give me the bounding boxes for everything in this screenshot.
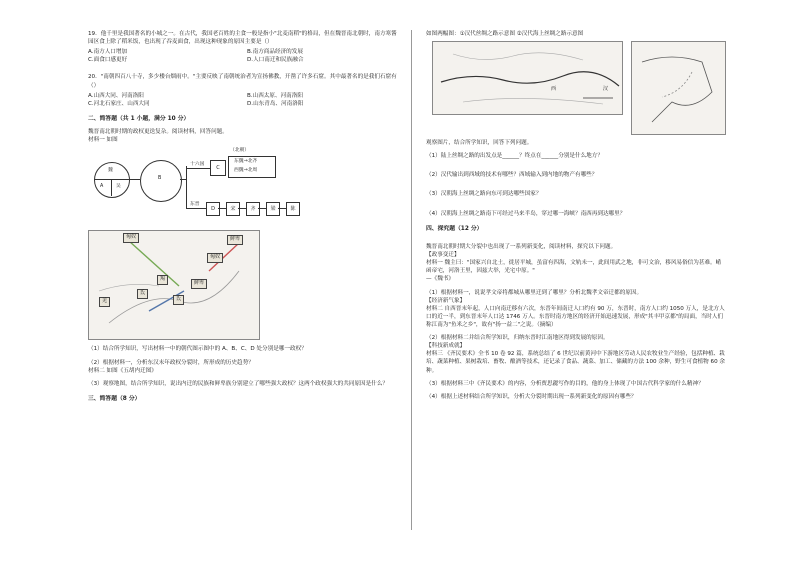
option: B.南方商品经济的发展	[247, 49, 303, 56]
question-20-options	[88, 92, 400, 108]
question-3-2: （2）汉代输出到西域的技术有哪些？西域输入到内地的物产有哪些？	[426, 172, 598, 179]
b-label: B	[158, 176, 162, 182]
qi-box: 齐	[246, 202, 260, 216]
north-dynasties-label: （北朝）	[230, 148, 250, 154]
map-label: 羌	[99, 297, 110, 306]
liang-box: 梁	[266, 202, 280, 216]
option: A.山西大同、河南洛阳	[88, 92, 144, 99]
option: D.山东青岛、河南洛阳	[247, 100, 304, 107]
question-4-4: （4）根据上述材料结合所学知识，分析大分裂时期出现一系列新变化的原因有哪些？	[426, 393, 637, 400]
left-column	[88, 30, 400, 408]
question-20: 20．"南朝四百八十寺，多少楼台烟雨中。"主要反映了南朝统治者为宣扬佛教，开凿了许多石窟。其中最著名的是我们石窟有（）	[88, 74, 397, 89]
silk-road-route	[433, 42, 623, 114]
option: C.面食口感更好	[88, 57, 128, 64]
map-label: 氐	[137, 289, 148, 298]
right-column	[426, 30, 726, 401]
dongjin-label: 东晋	[190, 202, 200, 208]
option: D.人口南迁和民族融合	[247, 57, 304, 64]
chen-box: 陈	[286, 202, 300, 216]
sea-silk-road-map	[631, 41, 726, 135]
han-label: 汉	[603, 86, 609, 93]
option: A.南方人口增加	[88, 49, 128, 56]
section-4-title: 四、探究题（12 分）	[426, 225, 483, 232]
question-2-3: （3）观察地图，结合所学知识，说出内迁的民族和鲜卑族分别建立了哪些强大政权？这两个政权强大的共同原因是什么？	[88, 380, 389, 387]
section-4-intro: 魏晋南北朝时期大分裂中也出现了一系列新变化，阅读材料，探究以下问题。	[426, 244, 617, 251]
dynasty-diagram	[92, 148, 332, 226]
tag-economy: 【经济新气象】	[426, 297, 466, 304]
section-2-title: 二、简答题（共 1 小题，满分 10 分）	[88, 115, 190, 122]
material-2: 材料二 自西晋末年起，人口向南迁移有六次，东晋年间南迁人口约有 90 万，东晋时，南方人口约 1050 万人，是北方人口的近一半，到东晋末年人口达 1746 万人。东晋时南方地区的经济开始迅速发展，形成"其丰甲京都"的局面，当时人们称江南为"鱼米之乡"，故有"扬一益二"之说。（摘编）	[426, 305, 725, 329]
d-box: D	[206, 202, 220, 216]
map-label: 匈奴	[123, 233, 139, 242]
question-4-1: （1）根据材料一，说说孝文帝将都城从哪里迁到了哪里？分析北魏孝文帝迁都的原因。	[426, 289, 643, 296]
map-label: 氐	[173, 295, 184, 304]
question-4-2: （2）根据材料二并结合所学知识，归纳东晋时江南地区得到发展的原因。	[426, 335, 609, 342]
map-intro: 如图两幅图：①汉代丝绸之路示意图 ②汉代海上丝绸之路示意图	[426, 31, 584, 37]
shiliuguo-label: 十六国	[190, 162, 205, 168]
column-divider	[411, 30, 412, 530]
section-3-title: 三、简答题（8 分）	[88, 395, 141, 402]
song-box: 宋	[226, 202, 240, 216]
migration-arrows	[89, 231, 259, 339]
tag-politics: 【政事变迁】	[426, 252, 460, 259]
map-label: 鲜卑	[191, 279, 207, 288]
question-2-2: （2）根据材料一，分析东汉末年政权分裂时，所形成的历史趋势？	[88, 359, 254, 366]
land-silk-road-map	[432, 41, 623, 115]
section-2-intro: 魏晋南北朝时期的政权更迭复杂。阅读材料，回答问题。	[88, 129, 228, 136]
tag-technology: 【科技新成就】	[426, 343, 466, 350]
xiwei-label: 西魏→北周	[234, 168, 258, 174]
sea-route	[632, 42, 726, 134]
a-label: A	[100, 184, 104, 190]
observe-instruction: 观察图片，结合所学知识，回答下列问题。	[426, 140, 533, 147]
question-19: 19．他千里是我国著名的小城之一。在古代，我国老百姓的主食一般是指小"北麦南稻"的格局，但在魏晋南北朝时，南方寒酱园区食上除了稻米饭，也出现了吞麦面食，出现这种现象的原因主要是（）	[88, 31, 397, 46]
five-hu-migration-map	[88, 230, 260, 340]
question-2-1: （1）结合所学知识，写出材料一中的朝代图示图中的 A、B、C、D 处分别是哪一政权？	[88, 346, 307, 353]
question-4-3: （3）根据材料三中《齐民要术》的内容，分析贾思勰写作的目的，他的身上体现了中国古代科学家的什么精神？	[426, 380, 704, 387]
wu-label: 吴	[116, 184, 121, 190]
option: C.河北石家庄、山西大同	[88, 100, 150, 107]
map-label: 鲜卑	[227, 235, 243, 244]
question-3-1: （1）陆上丝绸之路的出发点是______？终点在______分别是什么地方？	[426, 153, 603, 160]
option: B.山西太原、河南洛阳	[247, 92, 303, 99]
material-1: 材料一 魏主曰："国家兴自北土，徙居平城，虽富有四海，文轨未一，此间用武之地，非可文治，移风易俗信为甚难。崤函帝宅，河洛王里，因兹大举，光宅中原。"	[426, 260, 722, 275]
question-19-options	[88, 48, 400, 64]
question-3-4: （4）汉朝海上丝绸之路南下可经过马来半岛，穿过哪一海峡？南西再到达哪里？	[426, 210, 626, 217]
dongwei-label: 东魏→北齐	[234, 159, 258, 165]
map-label: 羯	[157, 275, 168, 284]
material-1-source: —《魏书》	[426, 276, 454, 283]
xi-label: 西	[551, 86, 557, 93]
c-box: C	[210, 160, 226, 176]
question-3-3: （3）汉朝海上丝绸之路向东可到达哪些国家？	[426, 191, 542, 198]
silk-road-maps	[432, 41, 726, 135]
material-3: 材料三 《齐民要术》全书 10 卷 92 篇，系统总结了 6 世纪以前黄河中下游地区劳动人民农牧业生产经验，包括种植、栽培、蔬菜种植、果树栽培、畜牧、酿酒等技术，还记录了食品、蔬菜、加工、储藏的方法 100 余种，野生可食植物 60 余种。	[426, 351, 726, 374]
map-label: 匈奴	[207, 253, 223, 262]
wei-label: 魏	[108, 168, 113, 174]
material-2-label: 材料二 如图《五胡内迁图》	[88, 367, 157, 374]
material-1-label: 材料一 如图	[88, 137, 118, 144]
